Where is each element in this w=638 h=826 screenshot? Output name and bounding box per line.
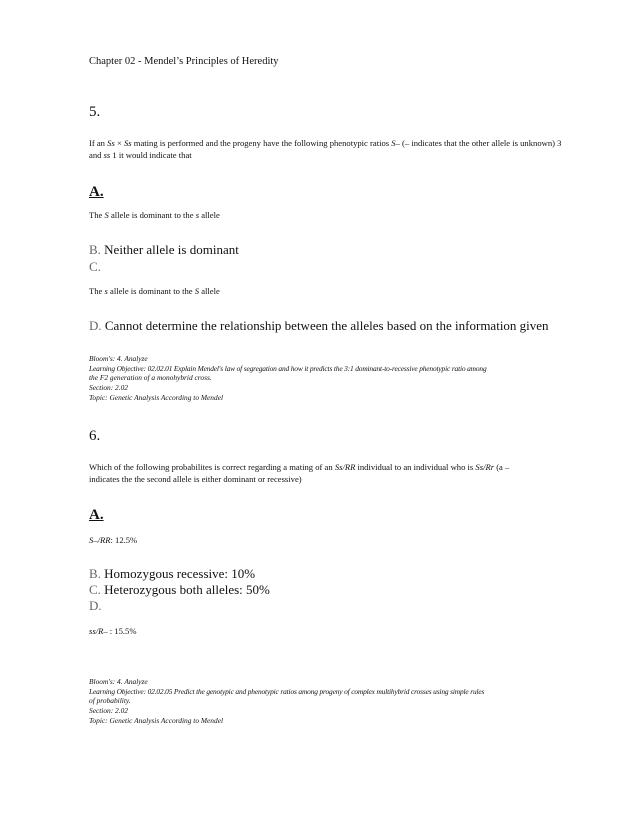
blooms-level: Bloom's: 4. Analyze xyxy=(89,677,148,686)
learning-objective: Learning Objective: 02.02.05 Predict the genotypic and phenotypic ratios among progeny of complex multihybrid crosses using simple rules xyxy=(89,686,485,696)
answer-b-q6: B. Homozygous recessive: 10% xyxy=(89,566,256,581)
question-6-stem: Which of the following probabilites is correct regarding a mating of an Ss/RR individual to an individual who is Ss/Rr (a – indicates the the second allele is either dominant or recessive) xyxy=(89,462,510,484)
answer-b-q5: B. Neither allele is dominant xyxy=(89,242,239,257)
page-header: Chapter 02 - Mendel’s Principles of Heredity xyxy=(89,56,279,67)
question-6-metadata xyxy=(89,677,564,726)
answer-a-letter-q5: A. xyxy=(89,184,104,200)
question-number-6: 6. xyxy=(89,428,101,444)
section-label: Section: 2.02 xyxy=(89,383,128,393)
question-5-metadata xyxy=(89,354,564,403)
blooms-level: Bloom's: 4. Analyze xyxy=(89,354,148,363)
answer-d-q5: D. Cannot determine the relationship between the alleles based on the information given xyxy=(89,318,549,333)
answer-c-q6: C. Heterozygous both alleles: 50% xyxy=(89,582,270,597)
answer-c-text-q5: The s allele is dominant to the S allele xyxy=(89,286,220,296)
answer-d-letter-q6: D. xyxy=(89,598,102,613)
answer-a-letter-q6: A. xyxy=(89,507,104,523)
topic-label: Topic: Genetic Analysis According to Mendel xyxy=(89,392,224,402)
answer-d-text-q6: ss/R– : 15.5% xyxy=(89,626,137,636)
question-5-stem: If an Ss × Ss mating is performed and the progeny have the following phenotypic ratios S– (– indicates that the other allele is unknown) 3 and ss 1 it would indicate that xyxy=(89,138,562,160)
learning-objective-cont: the F2 generation of a monohybrid cross. xyxy=(89,373,212,383)
answer-a-text-q6: S–/RR: 12.5% xyxy=(89,535,138,545)
learning-objective-cont: of probability. xyxy=(89,696,131,706)
question-number-5: 5. xyxy=(89,104,101,120)
learning-objective: Learning Objective: 02.02.01 Explain Mendel's law of segregation and how it predicts the 3:1 dominant-to-recessive phenotypic ratio among xyxy=(89,363,487,373)
answer-a-text-q5: The S allele is dominant to the s allele xyxy=(89,210,220,220)
topic-label: Topic: Genetic Analysis According to Mendel xyxy=(89,715,224,725)
section-label: Section: 2.02 xyxy=(89,706,128,716)
answer-c-letter-q5: C. xyxy=(89,259,101,274)
